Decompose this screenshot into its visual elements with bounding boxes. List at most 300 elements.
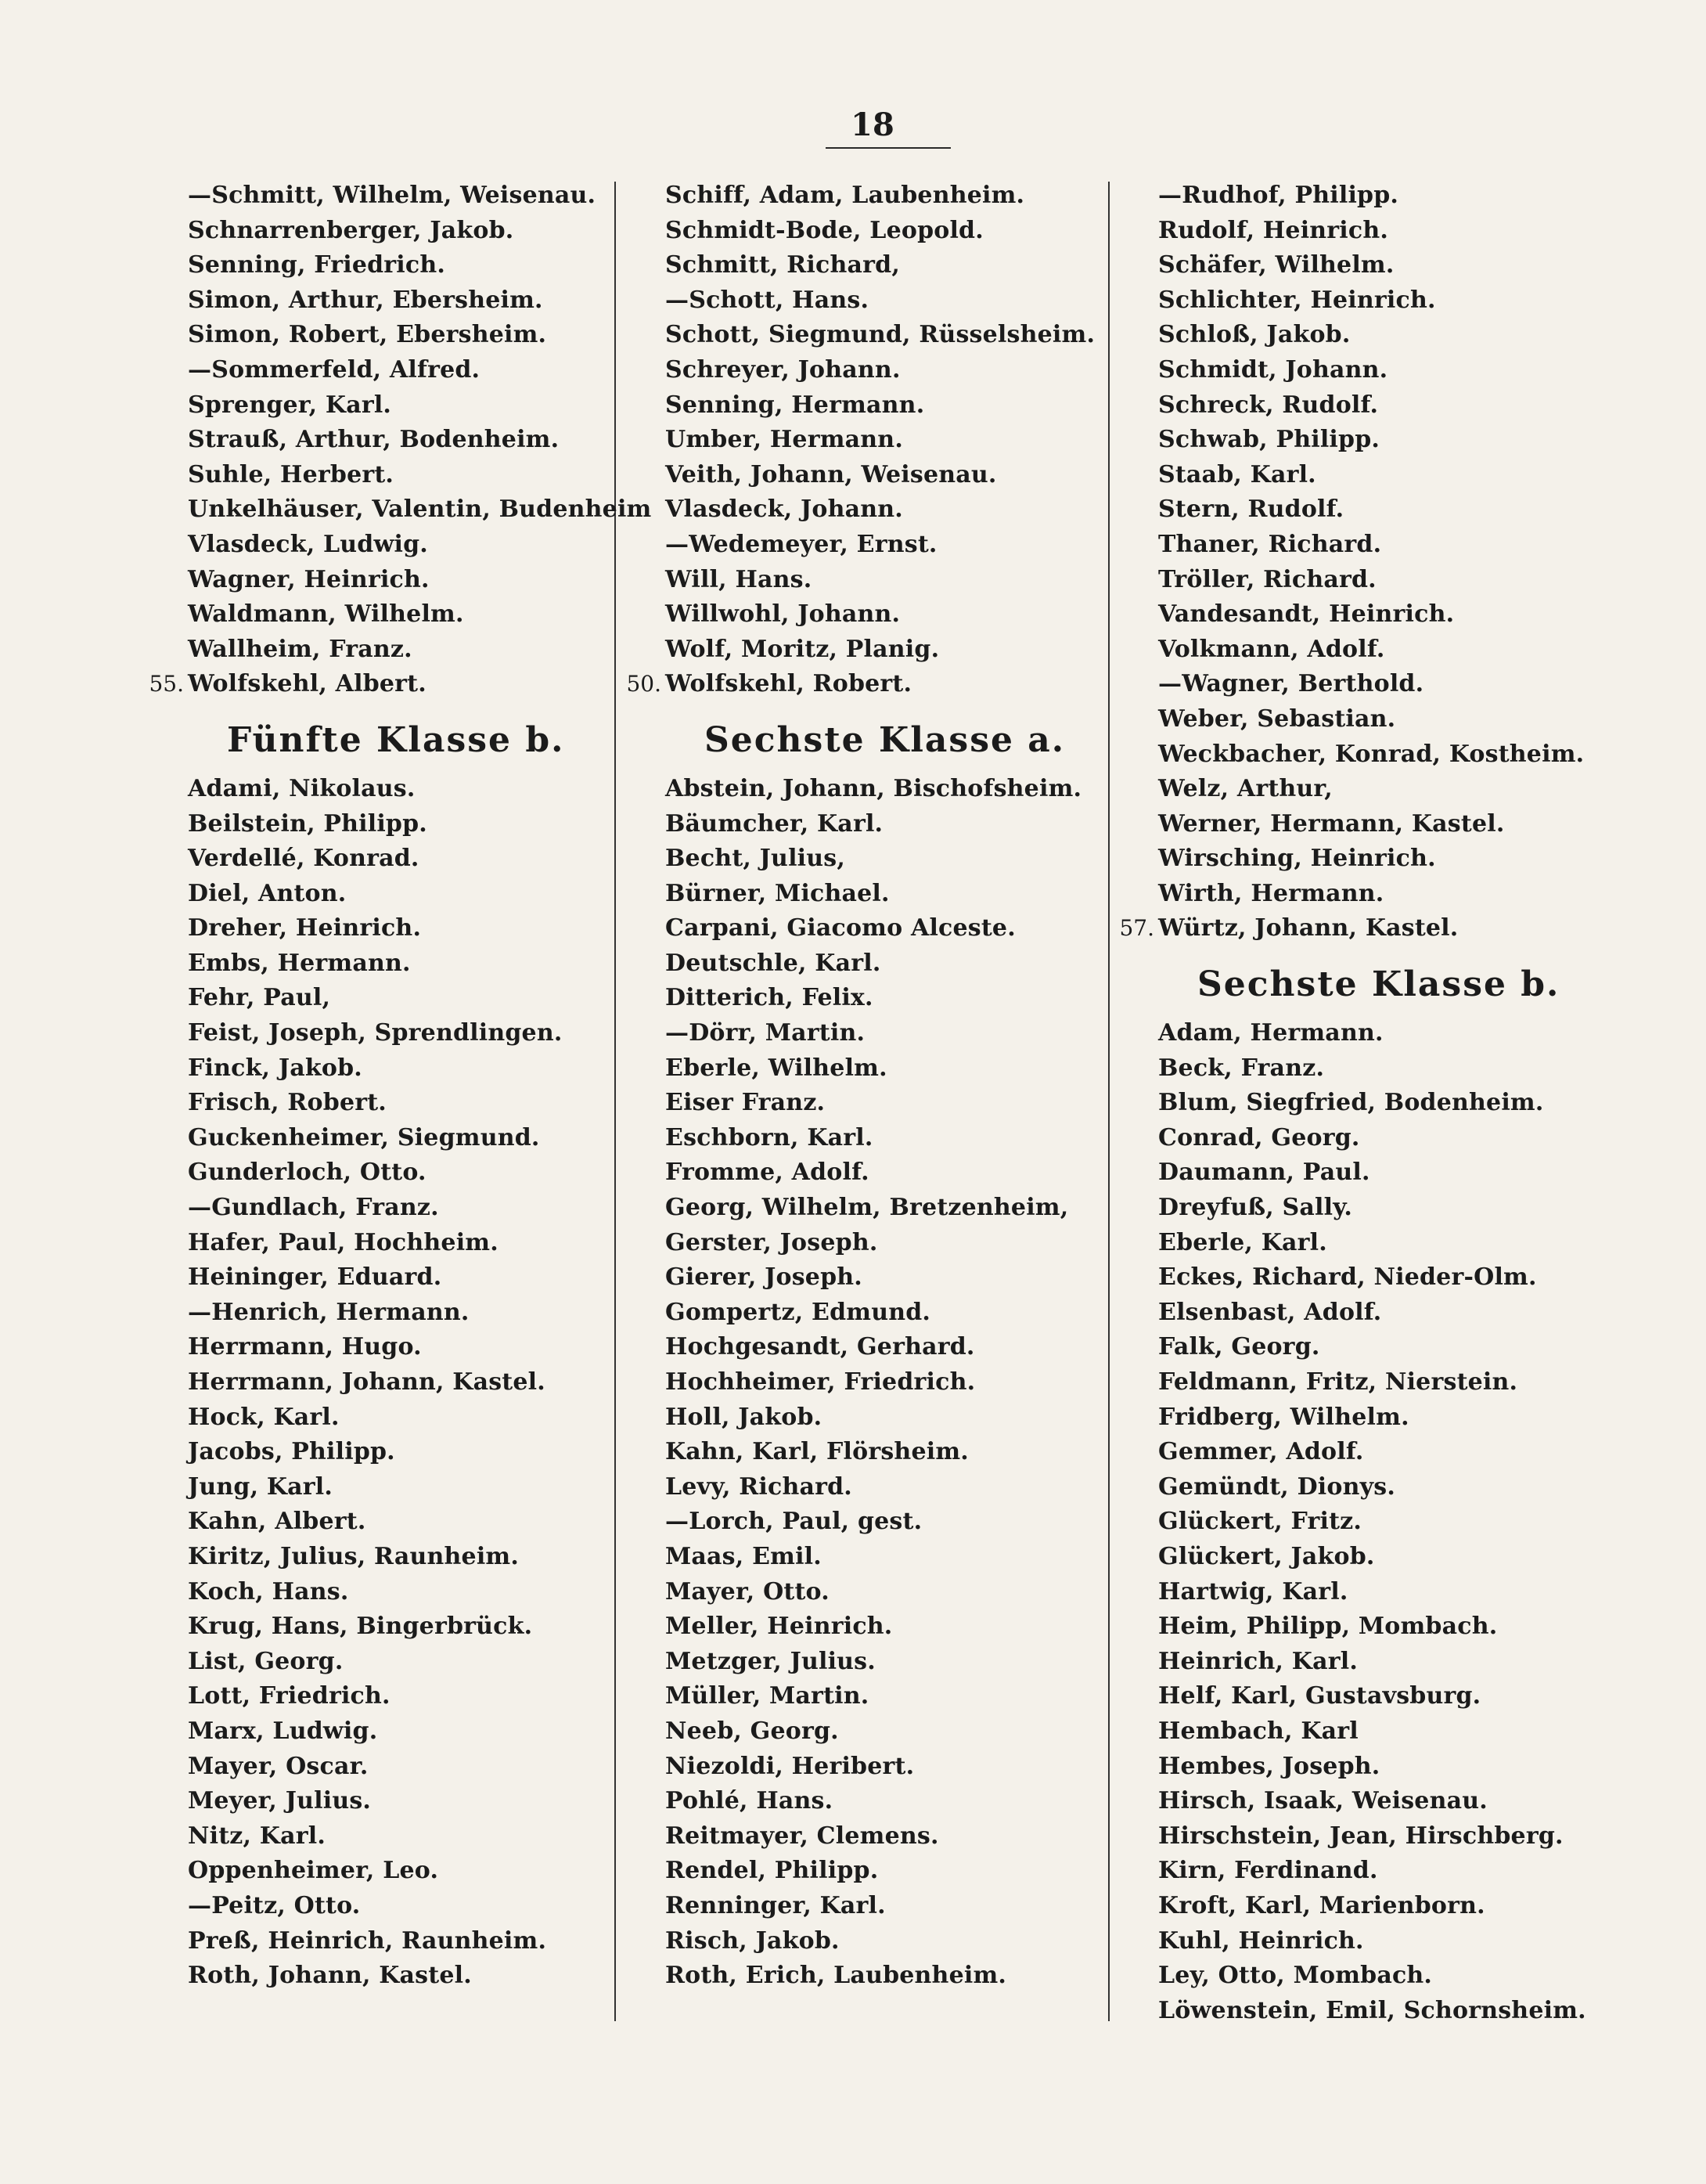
list-item: [149, 214, 603, 249]
student-name: —Gundlach, Franz.: [188, 1194, 439, 1222]
student-name: Dreher, Heinrich.: [188, 914, 422, 942]
list-item: [149, 1016, 603, 1051]
student-name: Glückert, Fritz.: [1158, 1508, 1362, 1536]
list-item: [626, 772, 1096, 807]
student-name: Beck, Franz.: [1158, 1054, 1325, 1082]
student-name: Dreyfuß, Sally.: [1158, 1194, 1353, 1222]
list-item: [626, 318, 1096, 353]
list-item: [1119, 737, 1589, 773]
section-heading-row: [1119, 946, 1589, 1016]
list-item: [626, 1784, 1096, 1819]
student-name: Vlasdeck, Johann.: [665, 496, 903, 524]
section-heading: Fünfte Klasse b.: [227, 719, 565, 760]
student-name: Jung, Karl.: [188, 1472, 333, 1501]
list-item: [626, 1121, 1096, 1156]
list-item: [1119, 1609, 1589, 1645]
list-item: [626, 1854, 1096, 1889]
student-name: Waldmann, Wilhelm.: [188, 600, 464, 629]
list-item: [626, 1296, 1096, 1331]
student-name: —Henrich, Hermann.: [188, 1298, 470, 1326]
student-name: —Dörr, Martin.: [665, 1019, 866, 1047]
student-name: Rendel, Philipp.: [665, 1857, 879, 1885]
list-item: [149, 563, 603, 598]
student-name: Staab, Karl.: [1158, 460, 1316, 488]
student-name: Koch, Hans.: [188, 1577, 349, 1606]
student-name: Embs, Hermann.: [188, 949, 411, 977]
student-name: Senning, Hermann.: [665, 391, 925, 419]
student-name: Risch, Jakob.: [665, 1926, 840, 1955]
student-name: Schäfer, Wilhelm.: [1158, 251, 1395, 279]
student-name: Elsenbast, Adolf.: [1158, 1298, 1382, 1326]
list-item: [626, 1400, 1096, 1436]
list-item: [1119, 1819, 1589, 1854]
student-name: Bürner, Michael.: [665, 879, 890, 907]
list-item: [1119, 1155, 1589, 1191]
list-item: [149, 1959, 603, 1994]
student-name: Kiritz, Julius, Raunheim.: [188, 1542, 520, 1570]
student-name: Mayer, Oscar.: [188, 1752, 369, 1780]
student-name: Wolf, Moritz, Planig.: [665, 635, 940, 663]
list-item: [626, 911, 1096, 946]
list-item: [149, 283, 603, 319]
student-name: Bäumcher, Karl.: [665, 809, 884, 838]
entry-count: 50.: [626, 671, 661, 697]
list-item: [626, 946, 1096, 982]
list-item: [1119, 667, 1589, 702]
student-name: Meyer, Julius.: [188, 1787, 372, 1815]
section-heading-row: [626, 702, 1096, 772]
list-item: [626, 283, 1096, 319]
student-name: Strauß, Arthur, Bodenheim.: [188, 426, 560, 454]
list-item: [149, 1226, 603, 1261]
student-name: Marx, Ludwig.: [188, 1717, 378, 1745]
student-name: Renninger, Karl.: [665, 1891, 886, 1919]
student-name: Schmidt-Bode, Leopold.: [665, 216, 984, 244]
student-name: Maas, Emil.: [665, 1542, 822, 1570]
student-name: Hock, Karl.: [188, 1403, 340, 1431]
list-item: [1119, 423, 1589, 458]
student-name: —Rudhof, Philipp.: [1158, 182, 1399, 209]
list-item: [1119, 1330, 1589, 1365]
list-item: [149, 1191, 603, 1226]
list-item: [626, 1575, 1096, 1610]
list-item: [149, 597, 603, 632]
list-item: [1119, 1365, 1589, 1400]
student-name: Schmidt, Johann.: [1158, 355, 1388, 384]
list-item: [149, 1155, 603, 1191]
student-name: Hafer, Paul, Hochheim.: [188, 1228, 498, 1256]
student-name: Nitz, Karl.: [188, 1822, 326, 1850]
student-name: Fridberg, Wilhelm.: [1158, 1403, 1409, 1431]
list-item: [1119, 1714, 1589, 1750]
list-item: [626, 1889, 1096, 1924]
list-item: [1119, 388, 1589, 423]
student-name: Falk, Georg.: [1158, 1333, 1320, 1361]
student-name: Vlasdeck, Ludwig.: [188, 530, 428, 558]
student-name: Oppenheimer, Leo.: [188, 1857, 439, 1885]
student-name: Hembach, Karl: [1158, 1717, 1359, 1745]
list-item: [1119, 318, 1589, 353]
list-item: [626, 1540, 1096, 1575]
list-item: [1119, 1086, 1589, 1121]
list-item: [149, 1714, 603, 1750]
list-item: [149, 1121, 603, 1156]
list-item: [626, 1155, 1096, 1191]
student-name: Eschborn, Karl.: [665, 1123, 873, 1151]
list-item: [626, 597, 1096, 632]
list-item: [1119, 214, 1589, 249]
list-item: [626, 353, 1096, 388]
student-name: Heim, Philipp, Mombach.: [1158, 1613, 1498, 1641]
student-name: Hartwig, Karl.: [1158, 1577, 1348, 1606]
student-name: Hochheimer, Friedrich.: [665, 1368, 976, 1396]
list-item: [149, 946, 603, 982]
list-item: [1119, 911, 1589, 946]
list-item: [149, 1784, 603, 1819]
student-name: —Schott, Hans.: [665, 286, 869, 314]
list-item: [626, 1750, 1096, 1785]
list-item: [149, 807, 603, 842]
list-item: [1119, 1784, 1589, 1819]
list-item: [1119, 1505, 1589, 1540]
student-name: Metzger, Julius.: [665, 1647, 876, 1675]
student-name: Herrmann, Johann, Kastel.: [188, 1368, 545, 1396]
section-heading: Sechste Klasse b.: [1197, 964, 1560, 1005]
student-name: Conrad, Georg.: [1158, 1123, 1360, 1151]
list-item: [149, 458, 603, 493]
student-name: —Wagner, Berthold.: [1158, 670, 1424, 698]
list-item: [1119, 458, 1589, 493]
list-item: [1119, 1016, 1589, 1051]
list-item: [1119, 1994, 1589, 2029]
list-item: [1119, 353, 1589, 388]
student-name: Krug, Hans, Bingerbrück.: [188, 1613, 533, 1641]
student-name: —Sommerfeld, Alfred.: [188, 355, 480, 384]
student-name: Gompertz, Edmund.: [665, 1298, 931, 1326]
list-item: [1119, 877, 1589, 912]
student-name: Gunderloch, Otto.: [188, 1159, 426, 1187]
list-item: [1119, 1121, 1589, 1156]
student-name: Würtz, Johann, Kastel.: [1158, 914, 1459, 942]
student-name: Preß, Heinrich, Raunheim.: [188, 1926, 547, 1955]
student-name: Guckenheimer, Siegmund.: [188, 1123, 540, 1151]
list-item: [1119, 1470, 1589, 1505]
student-name: Schnarrenberger, Jakob.: [188, 216, 514, 244]
student-name: Jacobs, Philipp.: [188, 1438, 395, 1466]
student-name: Deutschle, Karl.: [665, 949, 881, 977]
student-name: Löwenstein, Emil, Schornsheim.: [1158, 1996, 1586, 2024]
list-item: [626, 214, 1096, 249]
list-item: [1119, 178, 1589, 214]
student-name: Werner, Hermann, Kastel.: [1158, 809, 1505, 838]
list-item: [149, 1540, 603, 1575]
list-item: [1119, 597, 1589, 632]
student-name: Schmitt, Richard,: [665, 251, 900, 279]
list-item: [149, 528, 603, 563]
list-item: [149, 1609, 603, 1645]
list-item: [626, 1924, 1096, 1959]
student-name: Simon, Robert, Ebersheim.: [188, 321, 547, 349]
list-item: [1119, 492, 1589, 528]
student-name: Schloß, Jakob.: [1158, 321, 1351, 349]
list-item: [1119, 632, 1589, 668]
list-item: [149, 1819, 603, 1854]
student-name: Eckes, Richard, Nieder-Olm.: [1158, 1263, 1537, 1292]
student-name: Hembes, Joseph.: [1158, 1752, 1380, 1780]
student-name: Feldmann, Fritz, Nierstein.: [1158, 1368, 1518, 1396]
student-name: Roth, Johann, Kastel.: [188, 1962, 472, 1990]
column-2: [626, 178, 1096, 1994]
list-item: [1119, 1260, 1589, 1296]
student-name: Fehr, Paul,: [188, 984, 331, 1012]
list-item: [1119, 702, 1589, 737]
student-name: Niezoldi, Heribert.: [665, 1752, 915, 1780]
list-item: [626, 248, 1096, 283]
student-name: Herrmann, Hugo.: [188, 1333, 422, 1361]
student-name: Simon, Arthur, Ebersheim.: [188, 286, 543, 314]
list-item: [626, 632, 1096, 668]
list-item: [626, 842, 1096, 877]
student-name: Gemündt, Dionys.: [1158, 1472, 1395, 1501]
student-name: Heinrich, Karl.: [1158, 1647, 1358, 1675]
list-item: [626, 807, 1096, 842]
student-name: Welz, Arthur,: [1158, 775, 1333, 803]
list-item: [149, 1854, 603, 1889]
list-item: [149, 1505, 603, 1540]
column-divider: [1108, 182, 1110, 2021]
list-item: [1119, 1679, 1589, 1714]
student-name: Adam, Hermann.: [1158, 1019, 1384, 1047]
list-item: [149, 1435, 603, 1470]
list-item: [1119, 283, 1589, 319]
student-name: Weckbacher, Konrad, Kostheim.: [1158, 740, 1585, 768]
student-name: Senning, Friedrich.: [188, 251, 446, 279]
list-item: [626, 563, 1096, 598]
student-name: Kahn, Albert.: [188, 1508, 366, 1536]
student-name: Gerster, Joseph.: [665, 1228, 878, 1256]
entry-count: 57.: [1119, 915, 1154, 942]
student-name: Gemmer, Adolf.: [1158, 1438, 1364, 1466]
list-item: [626, 178, 1096, 214]
student-name: Wagner, Heinrich.: [188, 565, 430, 593]
student-name: Abstein, Johann, Bischofsheim.: [665, 774, 1082, 802]
list-item: [149, 178, 603, 214]
section-heading-row: [149, 702, 603, 772]
list-item: [626, 1679, 1096, 1714]
list-item: [1119, 1959, 1589, 1994]
list-item: [149, 492, 652, 528]
student-name: Wirsching, Heinrich.: [1158, 845, 1436, 873]
list-item: [149, 632, 603, 668]
list-item: [149, 1679, 603, 1714]
student-name: Hirsch, Isaak, Weisenau.: [1158, 1787, 1488, 1815]
student-name: Volkmann, Adolf.: [1158, 635, 1385, 663]
student-name: Sprenger, Karl.: [188, 391, 392, 419]
student-name: Carpani, Giacomo Alceste.: [665, 914, 1016, 942]
student-name: Finck, Jakob.: [188, 1054, 362, 1082]
list-item: [626, 667, 1096, 702]
list-item: [149, 1086, 603, 1121]
student-name: Ditterich, Felix.: [665, 984, 873, 1012]
list-item: [149, 318, 603, 353]
student-name: Schlichter, Heinrich.: [1158, 286, 1436, 314]
list-item: [149, 772, 603, 807]
student-name: Roth, Erich, Laubenheim.: [665, 1962, 1007, 1990]
page-number: 18: [851, 106, 894, 143]
student-name: Veith, Johann, Weisenau.: [665, 460, 997, 488]
list-item: [626, 1016, 1096, 1051]
list-item: [149, 1330, 603, 1365]
list-item: [626, 1191, 1096, 1226]
list-item: [626, 458, 1096, 493]
list-item: [1119, 772, 1589, 807]
student-name: Kroft, Karl, Marienborn.: [1158, 1891, 1485, 1919]
student-name: Blum, Siegfried, Bodenheim.: [1158, 1089, 1544, 1117]
list-item: [1119, 1854, 1589, 1889]
list-item: [1119, 563, 1589, 598]
column-divider: [614, 182, 616, 2021]
list-item: [1119, 1540, 1589, 1575]
student-name: Hochgesandt, Gerhard.: [665, 1333, 975, 1361]
student-name: Eberle, Wilhelm.: [665, 1054, 887, 1082]
list-item: [626, 1819, 1096, 1854]
list-item: [149, 1051, 603, 1087]
student-name: Suhle, Herbert.: [188, 460, 394, 488]
student-name: Becht, Julius,: [665, 845, 846, 873]
student-name: Eberle, Karl.: [1158, 1228, 1327, 1256]
student-name: Kirn, Ferdinand.: [1158, 1857, 1378, 1885]
list-item: [626, 388, 1096, 423]
list-item: [1119, 1924, 1589, 1959]
list-item: [626, 492, 1096, 528]
student-name: Wolfskehl, Robert.: [665, 670, 912, 698]
list-item: [626, 1435, 1096, 1470]
student-name: Schreck, Rudolf.: [1158, 391, 1379, 419]
student-name: Beilstein, Philipp.: [188, 809, 427, 838]
list-item: [1119, 842, 1589, 877]
list-item: [626, 981, 1096, 1016]
student-name: Weber, Sebastian.: [1158, 705, 1396, 733]
list-item: [149, 1365, 603, 1400]
column-3: [1119, 178, 1589, 2028]
student-name: —Peitz, Otto.: [188, 1891, 361, 1919]
list-item: [149, 1470, 603, 1505]
list-item: [1119, 1296, 1589, 1331]
entry-count: 55.: [149, 671, 184, 697]
list-item: [149, 1750, 603, 1785]
student-name: Schott, Siegmund, Rüsselsheim.: [665, 321, 1096, 349]
student-name: —Wedemeyer, Ernst.: [665, 530, 938, 558]
list-item: [626, 423, 1096, 458]
student-name: Frisch, Robert.: [188, 1089, 387, 1117]
student-name: Wolfskehl, Albert.: [188, 670, 426, 698]
list-item: [149, 1400, 603, 1436]
student-name: Georg, Wilhelm, Bretzenheim,: [665, 1194, 1069, 1222]
student-name: Neeb, Georg.: [665, 1717, 839, 1745]
student-name: Schreyer, Johann.: [665, 355, 901, 384]
list-item: [626, 1959, 1096, 1994]
list-item: [149, 388, 603, 423]
list-item: [626, 877, 1096, 912]
student-name: Feist, Joseph, Sprendlingen.: [188, 1019, 563, 1047]
student-name: Stern, Rudolf.: [1158, 496, 1344, 524]
list-item: [149, 981, 603, 1016]
student-name: Willwohl, Johann.: [665, 600, 901, 629]
list-item: [149, 1645, 603, 1680]
student-name: Glückert, Jakob.: [1158, 1542, 1375, 1570]
list-item: [626, 1330, 1096, 1365]
student-name: Eiser Franz.: [665, 1089, 826, 1117]
page-number-rule: [826, 147, 951, 149]
section-heading: Sechste Klasse a.: [704, 719, 1066, 760]
student-name: Tröller, Richard.: [1158, 565, 1377, 593]
student-name: Vandesandt, Heinrich.: [1158, 600, 1455, 629]
student-name: Thaner, Richard.: [1158, 530, 1382, 558]
student-name: Kuhl, Heinrich.: [1158, 1926, 1364, 1955]
student-name: Schiff, Adam, Laubenheim.: [665, 182, 1025, 209]
student-name: Levy, Richard.: [665, 1472, 852, 1501]
list-item: [1119, 528, 1589, 563]
student-name: Gierer, Joseph.: [665, 1263, 862, 1292]
student-name: Rudolf, Heinrich.: [1158, 216, 1389, 244]
student-name: Umber, Hermann.: [665, 426, 903, 454]
list-item: [626, 1260, 1096, 1296]
list-item: [626, 1505, 1096, 1540]
student-name: Mayer, Otto.: [665, 1577, 830, 1606]
list-item: [1119, 1226, 1589, 1261]
student-name: Meller, Heinrich.: [665, 1613, 893, 1641]
list-item: [1119, 248, 1589, 283]
student-name: Fromme, Adolf.: [665, 1159, 869, 1187]
list-item: [1119, 1400, 1589, 1436]
student-name: Adami, Nikolaus.: [188, 774, 416, 802]
student-name: Wirth, Hermann.: [1158, 879, 1384, 907]
list-item: [1119, 1645, 1589, 1680]
list-item: [626, 1470, 1096, 1505]
list-item: [149, 248, 603, 283]
list-item: [149, 842, 603, 877]
student-name: Hirschstein, Jean, Hirschberg.: [1158, 1822, 1564, 1850]
list-item: [149, 1260, 603, 1296]
list-item: [626, 1226, 1096, 1261]
student-name: Holl, Jakob.: [665, 1403, 822, 1431]
list-item: [1119, 1575, 1589, 1610]
list-item: [1119, 1051, 1589, 1087]
list-item: [149, 911, 603, 946]
list-item: [1119, 1889, 1589, 1924]
list-item: [626, 1365, 1096, 1400]
student-name: Pohlé, Hans.: [665, 1787, 833, 1815]
list-item: [1119, 1191, 1589, 1226]
list-item: [626, 1051, 1096, 1087]
student-name: Lott, Friedrich.: [188, 1682, 391, 1710]
student-name: Daumann, Paul.: [1158, 1159, 1370, 1187]
student-name: Heininger, Eduard.: [188, 1263, 442, 1292]
list-item: [149, 1575, 603, 1610]
list-item: [626, 1609, 1096, 1645]
list-item: [626, 1714, 1096, 1750]
student-name: Müller, Martin.: [665, 1682, 869, 1710]
student-name: Unkelhäuser, Valentin, Budenheim: [188, 496, 652, 524]
list-item: [1119, 807, 1589, 842]
list-item: [149, 877, 603, 912]
student-name: Verdellé, Konrad.: [188, 845, 419, 873]
list-item: [626, 1086, 1096, 1121]
list-item: [149, 1296, 603, 1331]
student-name: Kahn, Karl, Flörsheim.: [665, 1438, 969, 1466]
list-item: [626, 1645, 1096, 1680]
list-item: [149, 1924, 603, 1959]
